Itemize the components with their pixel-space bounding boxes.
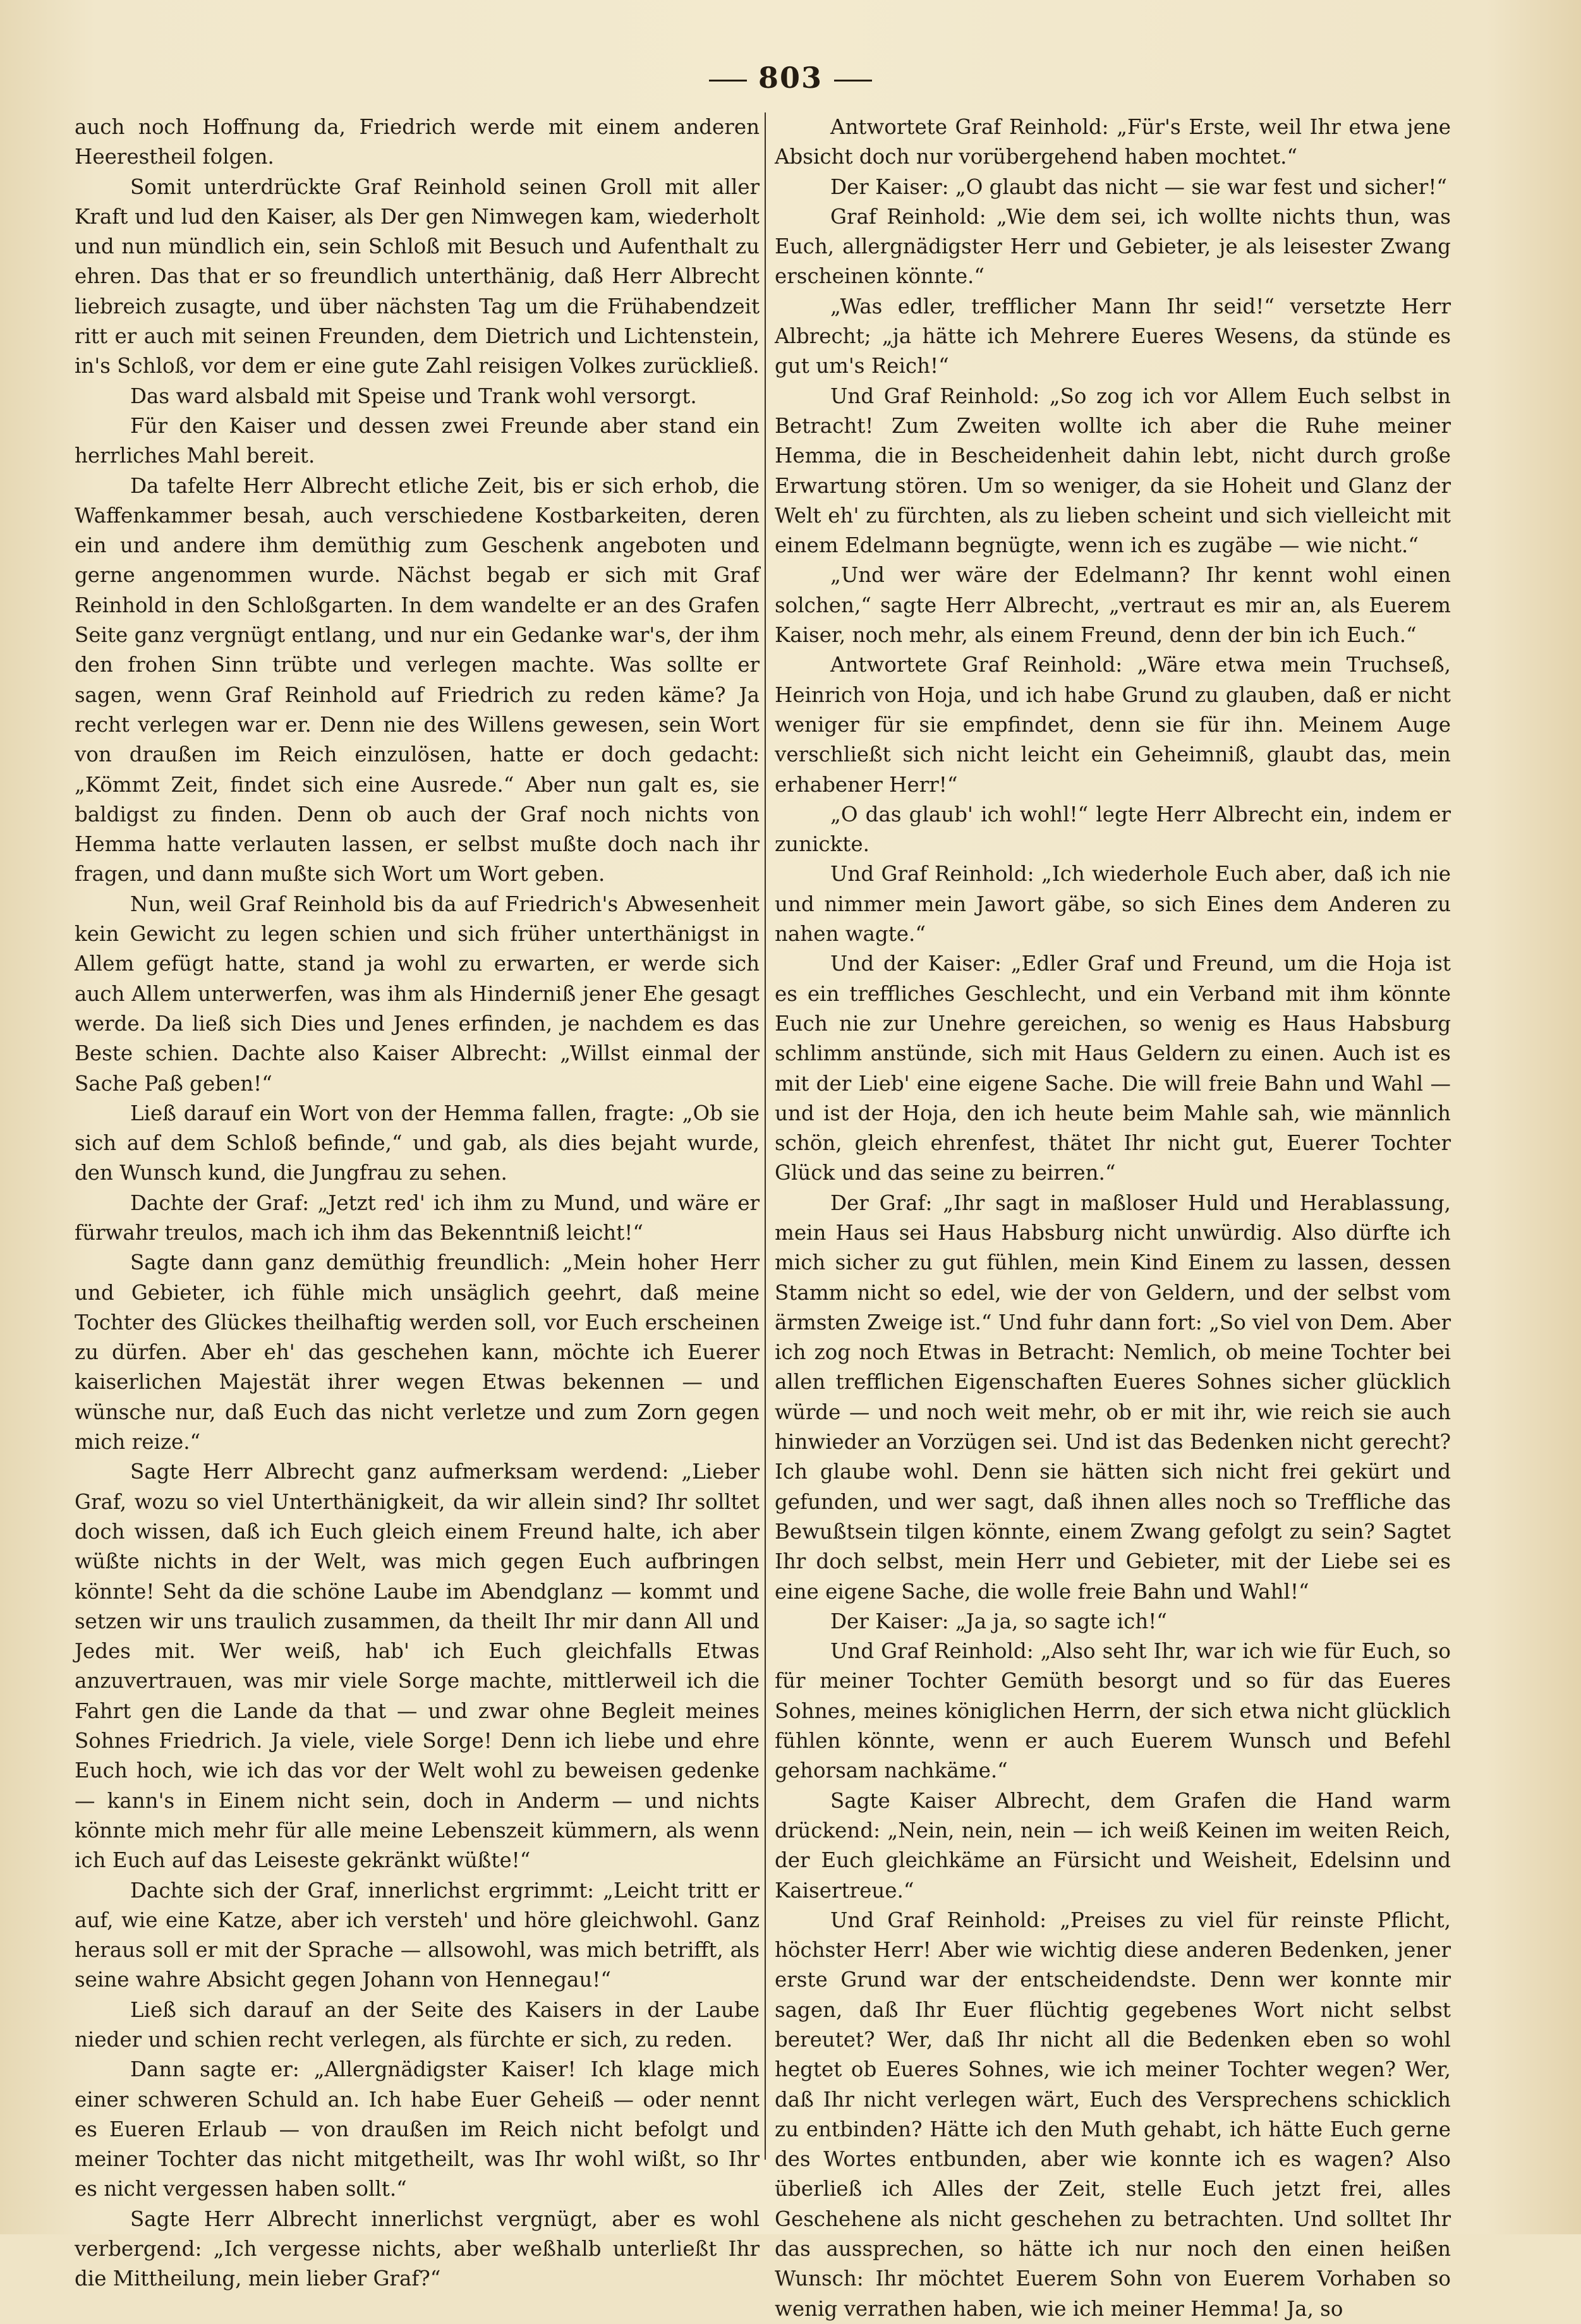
header-dash-right	[834, 80, 872, 82]
paragraph: „O das glaub' ich wohl!“ legte Herr Albrecht ein, indem er zunickte.	[775, 802, 1451, 857]
paragraph: Für den Kaiser und dessen zwei Freunde aber stand ein herrliches Mahl bereit.	[75, 413, 760, 468]
paragraph: Dachte der Graf: „Jetzt red' ich ihm zu Mund, und wäre er fürwahr treulos, mach ich ihm das Bekenntniß leicht!“	[75, 1190, 760, 1245]
page-number: 803	[758, 61, 823, 95]
paragraph: Sagte Kaiser Albrecht, dem Grafen die Hand warm drückend: „Nein, nein, nein — ich weiß Keinen im weiten Reich, der Euch gleichkäme an Fürsicht und Weisheit, Edelsinn und Kaisertreue.“	[775, 1788, 1451, 1903]
paragraph: „Was edler, trefflicher Mann Ihr seid!“ versetzte Herr Albrecht; „ja hätte ich Mehrere Eueres Wesens, da stünde es gut um's Reich!“	[775, 294, 1451, 378]
paragraph: Sagte Herr Albrecht ganz aufmerksam werdend: „Lieber Graf, wozu so viel Unterthänigkeit, da wir allein sind? Ihr solltet doch wissen, daß ich Euch gleich einem Freund halte, ich aber wüßte nichts in der Welt, was mich gegen Euch aufbringen könnte! Seht da die schöne Laube im Abendglanz — kommt und setzen wir uns traulich zusammen, da theilt Ihr mir dann All und Jedes mit. Wer weiß, hab' ich Euch gleichfalls Etwas anzuvertrauen, was mir viele Sorge machte, mittlerweil ich die Fahrt gen die Lande da that — und zwar ohne Begleit meines Sohnes Friedrich. Ja viele, viele Sorge! Denn ich liebe und ehre Euch hoch, wie ich das vor der Welt wohl zu beweisen gedenke — kann's in Einem nicht sein, doch in Anderm — und nichts könnte mich mehr für alle meine Lebenszeit kümmern, als wenn ich Euch auf das Leiseste gekränkt wüßte!“	[75, 1460, 760, 1873]
paragraph: Der Kaiser: „O glaubt das nicht — sie war fest und sicher!“	[830, 174, 1447, 199]
paragraph: Der Graf: „Ihr sagt in maßloser Huld und Herablassung, mein Haus sei Haus Habsburg nicht unwürdig. Also dürfte ich mich sicher zu gut fühlen, mein Kind Einem zu lassen, dessen Stamm nicht so edel, wie der von Geldern, und der selbst vom ärmsten Zweige ist.“ Und fuhr dann fort: „So viel von Dem. Aber ich zog noch Etwas in Betracht: Nemlich, ob meine Tochter bei allen trefflichen Eigenschaften Eueres Sohnes sicher glücklich würde — und noch weit mehr, ob er mit ihr, wie reich sie auch hinwieder an Vorzügen sei. Und ist das Bedenken nicht gerecht? Ich glaube wohl. Denn sie hätten sich nicht frei gekürt und gefunden, und wer sagt, daß ihnen alles noch so Treffliche das Bewußtsein tilgen könnte, einem Zwang gefolgt zu sein? Sagtet Ihr doch selbst, mein Herr und Gebieter, mit der Liebe sei es eine eigene Sache, die wolle freie Bahn und Wahl!“	[775, 1190, 1451, 1604]
column-divider	[765, 112, 766, 2160]
paragraph: Antwortete Graf Reinhold: „Wäre etwa mein Truchseß, Heinrich von Hoja, und ich habe Grund zu glauben, daß er nicht weniger für sie empfindet, denn sie für ihn. Meinem Auge verschließt sich nicht leicht ein Geheimniß, glaubt das, mein erhabener Herr!“	[775, 653, 1451, 797]
paragraph: Ließ sich darauf an der Seite des Kaisers in der Laube nieder und schien recht verlegen, als fürchte er sich, zu reden.	[75, 1997, 760, 2052]
paragraph: Und Graf Reinhold: „So zog ich vor Allem Euch selbst in Betracht! Zum Zweiten wollte ich aber die Ruhe meiner Hemma, die in Bescheidenheit dahin lebt, nicht durch große Erwartung stören. Um so weniger, da sie Hoheit und Glanz der Welt eh' zu fürchten, als zu lieben scheint und sich vielleicht mit einem Edelmann begnügte, wenn ich es zugäbe — wie nicht.“	[775, 384, 1451, 558]
paragraph: Und Graf Reinhold: „Preises zu viel für reinste Pflicht, höchster Herr! Aber wie wichtig diese anderen Bedenken, jener erste Grund war der entscheidendste. Denn wer konnte mir sagen, daß Ihr Euer flüchtig gegebenes Wort nicht selbst bereutet? Wer, daß Ihr nicht all die Bedenken eben so wohl hegtet ob Eueres Sohnes, wie ich meiner Tochter wegen? Wer, daß Ihr nicht verlegen wärt, Euch des Versprechens schicklich zu entbinden? Hätte ich den Muth gehabt, ich hätte Euch gerne des Wortes entbunden, aber wie konnte ich es wagen? Also überließ ich Alles der Zeit, stelle Euch jetzt frei, alles Geschehene als nicht geschehen zu betrachten. Und solltet Ihr das aussprechen, so hätte ich nur noch den einen heißen Wunsch: Ihr möchtet Euerem Sohn von Euerem Vorhaben so wenig verrathen haben, wie ich meiner Hemma! Ja, so	[775, 1908, 1451, 2321]
page-header	[0, 61, 1581, 95]
paragraph: Und Graf Reinhold: „Also seht Ihr, war ich wie für Euch, so für meiner Tochter Gemüth besorgt und so für das Eueres Sohnes, meines königlichen Herrn, der sich etwa nicht glücklich fühlen könnte, wenn er auch Euerem Wunsch und Befehl gehorsam nachkäme.“	[775, 1639, 1451, 1783]
paragraph: Nun, weil Graf Reinhold bis da auf Friedrich's Abwesenheit kein Gewicht zu legen schien und sich früher unterthänigst in Allem gefügt hatte, stand ja wohl zu erwarten, er werde sich auch Allem unterwerfen, was ihm als Hinderniß jener Ehe gesagt werde. Da ließ sich Dies und Jenes erfinden, je nachdem es das Beste schien. Dachte also Kaiser Albrecht: „Willst einmal der Sache Paß geben!“	[75, 892, 760, 1096]
paragraph: Antwortete Graf Reinhold: „Für's Erste, weil Ihr etwa jene Absicht doch nur vorübergehend haben mochtet.“	[775, 115, 1451, 169]
paragraph: Sagte Herr Albrecht innerlichst vergnügt, aber es wohl verbergend: „Ich vergesse nichts, aber weßhalb unterließt Ihr die Mittheilung, mein lieber Graf?“	[75, 2206, 760, 2291]
paragraph: Das ward alsbald mit Speise und Trank wohl versorgt.	[130, 384, 697, 408]
paragraph: Graf Reinhold: „Wie dem sei, ich wollte nichts thun, was Euch, allergnädigster Herr und Gebieter, je als leisester Zwang erscheinen könnte.“	[775, 204, 1451, 289]
right-column	[775, 112, 1451, 2321]
paragraph: Dann sagte er: „Allergnädigster Kaiser! Ich klage mich einer schweren Schuld an. Ich habe Euer Geheiß — oder nennt es Eueren Erlaub — von draußen im Reich nicht befolgt und meiner Tochter das nicht mitgetheilt, was Ihr wohl wißt, so Ihr es nicht vergessen haben sollt.“	[75, 2057, 760, 2201]
paragraph: Dachte sich der Graf, innerlichst ergrimmt: „Leicht tritt er auf, wie eine Katze, aber ich versteh' und höre gleichwohl. Ganz heraus soll er mit der Sprache — allsowohl, was mich betrifft, als seine wahre Absicht gegen Johann von Hennegau!“	[75, 1878, 760, 1992]
paragraph: Und der Kaiser: „Edler Graf und Freund, um die Hoja ist es ein treffliches Geschlecht, und ein Verband mit ihm könnte Euch nie zur Unehre gereichen, so wenig es Haus Habsburg schlimm anstünde, sich mit Haus Geldern zu einen. Auch ist es mit der Lieb' eine eigene Sache. Die will freie Bahn und Wahl — und ist der Hoja, den ich heute beim Mahle sah, wie männlich schön, gleich ehrenfest, thätet Ihr nicht gut, Euerer Tochter Glück und das seine zu beirren.“	[775, 952, 1451, 1185]
paragraph: auch noch Hoffnung da, Friedrich werde mit einem anderen Heerestheil folgen.	[75, 115, 760, 169]
paragraph: Und Graf Reinhold: „Ich wiederhole Euch aber, daß ich nie und nimmer mein Jawort gäbe, so sich Eines dem Anderen zu nahen wagte.“	[775, 862, 1451, 947]
left-column	[75, 112, 760, 2291]
paragraph: Somit unterdrückte Graf Reinhold seinen Groll mit aller Kraft und lud den Kaiser, als Der gen Nimwegen kam, wiederholt und nun mündlich ein, sein Schloß mit Besuch und Aufenthalt zu ehren. Das that er so freundlich unterthänig, daß Herr Albrecht liebreich zusagte, und über nächsten Tag um die Frühabendzeit ritt er auch mit seinen Freunden, dem Dietrich und Lichtenstein, in's Schloß, vor dem er eine gute Zahl reisigen Volkes zurückließ.	[75, 174, 760, 378]
paragraph: „Und wer wäre der Edelmann? Ihr kennt wohl einen solchen,“ sagte Herr Albrecht, „vertraut es mir an, als Euerem Kaiser, noch mehr, als einem Freund, denn der bin ich Euch.“	[775, 563, 1451, 648]
paragraph: Da tafelte Herr Albrecht etliche Zeit, bis er sich erhob, die Waffenkammer besah, auch verschiedene Kostbarkeiten, deren ein und andere ihm demüthig zum Geschenk angeboten und gerne angenommen wurde. Nächst begab er sich mit Graf Reinhold in den Schloßgarten. In dem wandelte er an des Grafen Seite ganz vergnügt entlang, und nur ein Gedanke war's, der ihm den frohen Sinn trübte und verlegen machte. Was sollte er sagen, wenn Graf Reinhold auf Friedrich zu reden käme? Ja recht verlegen war er. Denn nie des Willens gewesen, sein Wort von draußen im Reich einzulösen, hatte er doch gedacht: „Kömmt Zeit, findet sich eine Ausrede.“ Aber nun galt es, sie baldigst zu finden. Denn ob auch der Graf noch nichts von Hemma hatte verlauten lassen, er selbst mußte doch nach ihr fragen, und dann mußte sich Wort um Wort geben.	[75, 473, 760, 887]
paragraph: Der Kaiser: „Ja ja, so sagte ich!“	[830, 1609, 1167, 1633]
paragraph: Sagte dann ganz demüthig freundlich: „Mein hoher Herr und Gebieter, ich fühle mich unsäglich geehrt, daß meine Tochter des Glückes theilhaftig werden soll, vor Euch erscheinen zu dürfen. Aber eh' das geschehen kann, möchte ich Euerer kaiserlichen Majestät ihrer wegen Etwas bekennen — und wünsche nur, daß Euch das nicht verletze und zum Zorn gegen mich reize.“	[75, 1250, 760, 1455]
paragraph: Ließ darauf ein Wort von der Hemma fallen, fragte: „Ob sie sich auf dem Schloß befinde,“ und gab, als dies bejaht wurde, den Wunsch kund, die Jungfrau zu sehen.	[75, 1101, 760, 1185]
header-dash-left	[709, 80, 747, 82]
